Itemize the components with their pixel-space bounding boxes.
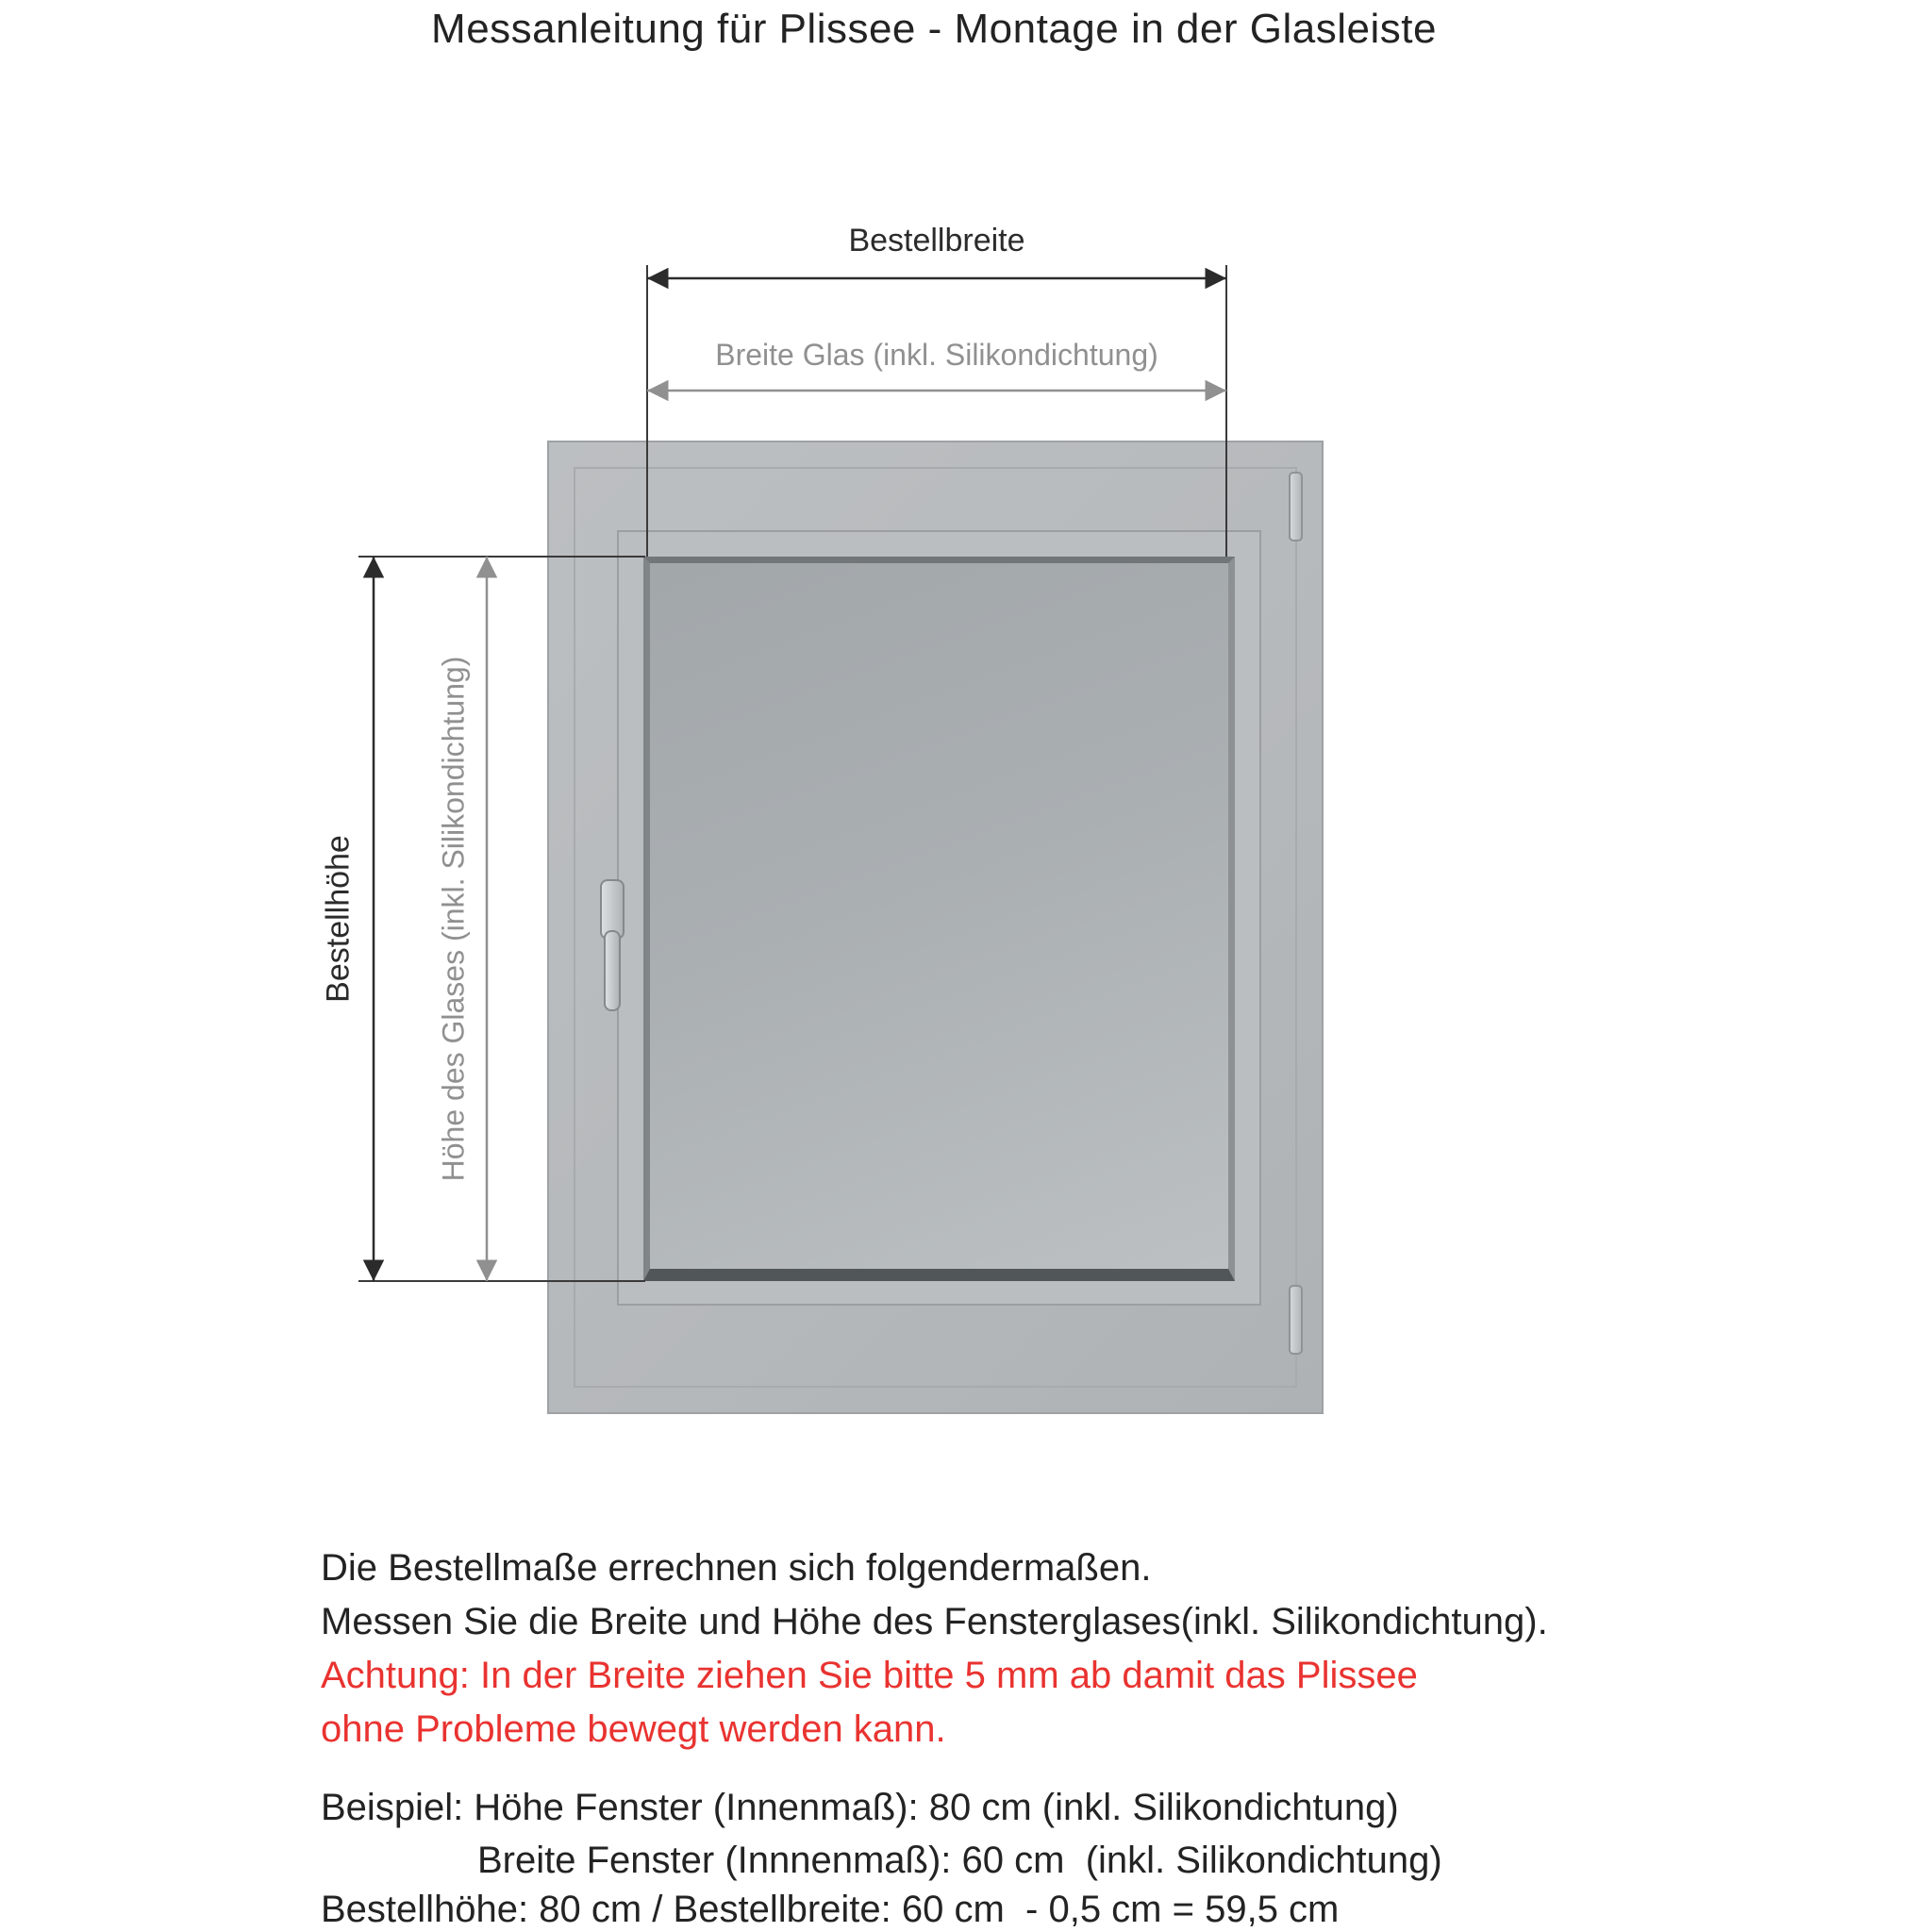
page-title: Messanleitung für Plissee - Montage in der Glasleiste <box>431 6 1437 52</box>
window-hinge-top-icon <box>1289 472 1303 541</box>
glass-width-label: Breite Glas (inkl. Silikondichtung) <box>715 338 1158 372</box>
instruction-line-2: Messen Sie die Breite und Höhe des Fensterglases(inkl. Silikondichtung). <box>321 1601 1548 1642</box>
example-line-2: Breite Fenster (Innnenmaß): 60 cm (inkl. Silikondichtung) <box>477 1840 1442 1881</box>
window-handle-icon <box>604 930 621 1011</box>
example-line-1: Beispiel: Höhe Fenster (Innenmaß): 80 cm (inkl. Silikondichtung) <box>321 1787 1399 1828</box>
order-height-label: Bestellhöhe <box>320 835 357 1003</box>
warning-line-2: ohne Probleme bewegt werden kann. <box>321 1708 946 1750</box>
instruction-line-1: Die Bestellmaße errechnen sich folgendermaßen. <box>321 1547 1152 1589</box>
order-width-label: Bestellbreite <box>848 223 1025 258</box>
window-hinge-bottom-icon <box>1289 1285 1303 1355</box>
example-line-3: Bestellhöhe: 80 cm / Bestellbreite: 60 cm - 0,5 cm = 59,5 cm <box>321 1889 1340 1930</box>
glass-height-label: Höhe des Glases (inkl. Silikondichtung) <box>436 656 471 1182</box>
window-glass <box>643 557 1235 1281</box>
warning-line-1: Achtung: In der Breite ziehen Sie bitte 5 mm ab damit das Plissee <box>321 1655 1418 1696</box>
